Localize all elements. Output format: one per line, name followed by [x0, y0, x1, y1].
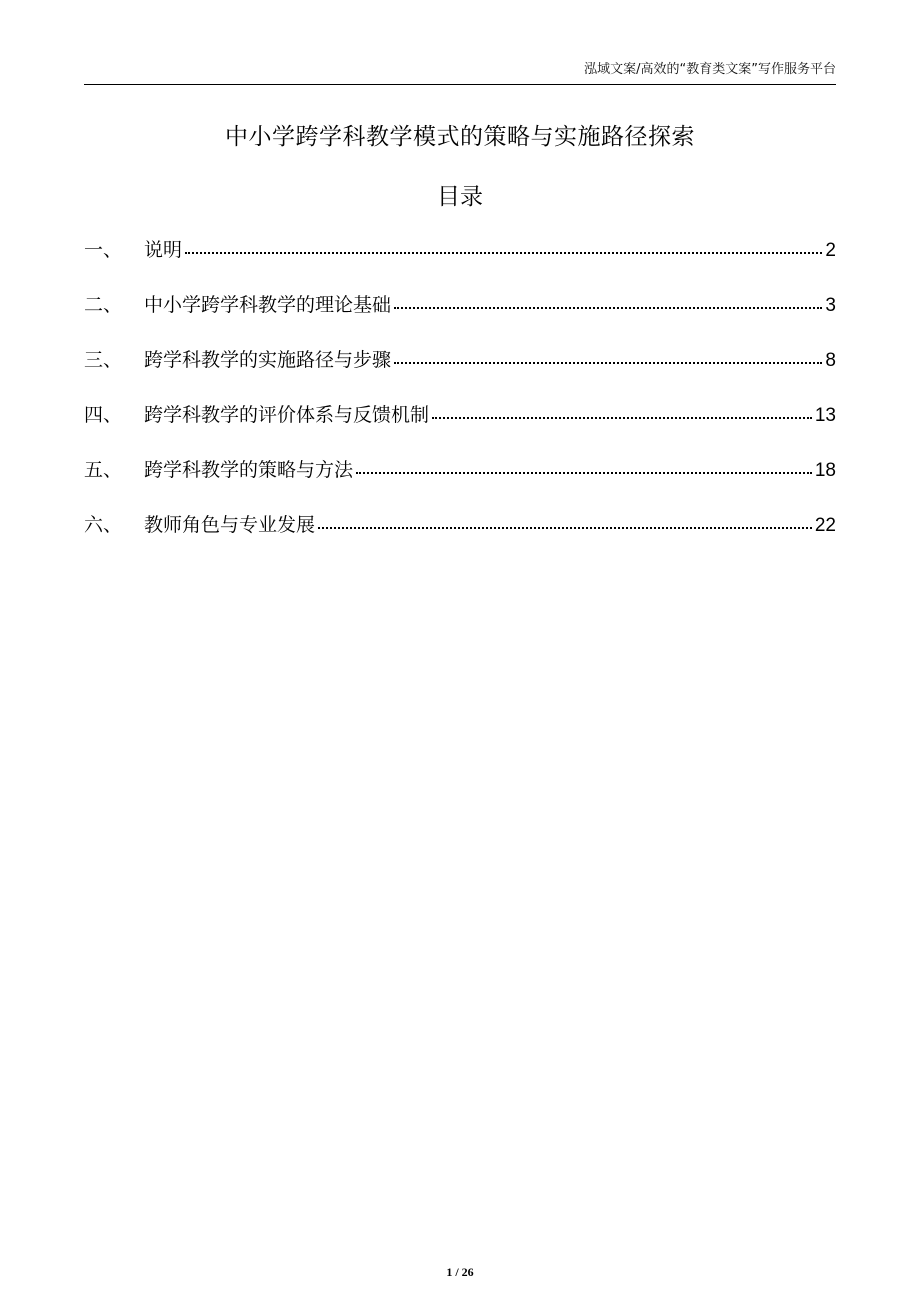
- toc-entry-page: 2: [825, 240, 836, 261]
- toc-entry-label: 教师角色与专业发展: [144, 514, 316, 536]
- toc-entry-5[interactable]: [84, 455, 836, 510]
- toc-entry-page: 13: [814, 405, 836, 426]
- toc-entry-label: 跨学科教学的策略与方法: [144, 459, 354, 481]
- page-header-text: 泓域文案/高效的“教育类文案”写作服务平台: [584, 62, 836, 77]
- toc-entry-page: 8: [825, 350, 836, 371]
- toc-heading: 目录: [437, 184, 483, 210]
- table-of-contents: [84, 235, 836, 565]
- toc-entry-label: 跨学科教学的评价体系与反馈机制: [144, 404, 430, 426]
- toc-entry-number: 四、: [84, 404, 123, 426]
- toc-entry-4[interactable]: [84, 400, 836, 455]
- toc-dot-leader: [394, 361, 822, 364]
- toc-entry-2[interactable]: [84, 290, 836, 345]
- document-title: 中小学跨学科教学模式的策略与实施路径探索: [225, 124, 695, 150]
- toc-entry-number: 一、: [84, 239, 123, 261]
- toc-entry-number: 五、: [84, 459, 123, 481]
- toc-dot-leader: [356, 471, 812, 474]
- page-number-footer: 1 / 26: [446, 1265, 474, 1279]
- toc-entry-3[interactable]: [84, 345, 836, 400]
- toc-entry-label: 跨学科教学的实施路径与步骤: [144, 349, 392, 371]
- toc-entry-page: 22: [814, 515, 836, 536]
- toc-dot-leader: [394, 306, 822, 309]
- toc-entry-number: 二、: [84, 294, 123, 316]
- toc-entry-label: 中小学跨学科教学的理论基础: [144, 294, 392, 316]
- toc-entry-number: 三、: [84, 349, 123, 371]
- toc-dot-leader: [318, 526, 812, 529]
- toc-entry-page: 3: [825, 295, 836, 316]
- toc-dot-leader: [432, 416, 812, 419]
- toc-entry-1[interactable]: [84, 235, 836, 290]
- toc-entry-6[interactable]: [84, 510, 836, 565]
- toc-dot-leader: [185, 251, 822, 254]
- toc-entry-number: 六、: [84, 514, 123, 536]
- header-divider: [84, 84, 836, 85]
- toc-entry-label: 说明: [144, 239, 183, 261]
- toc-entry-page: 18: [814, 460, 836, 481]
